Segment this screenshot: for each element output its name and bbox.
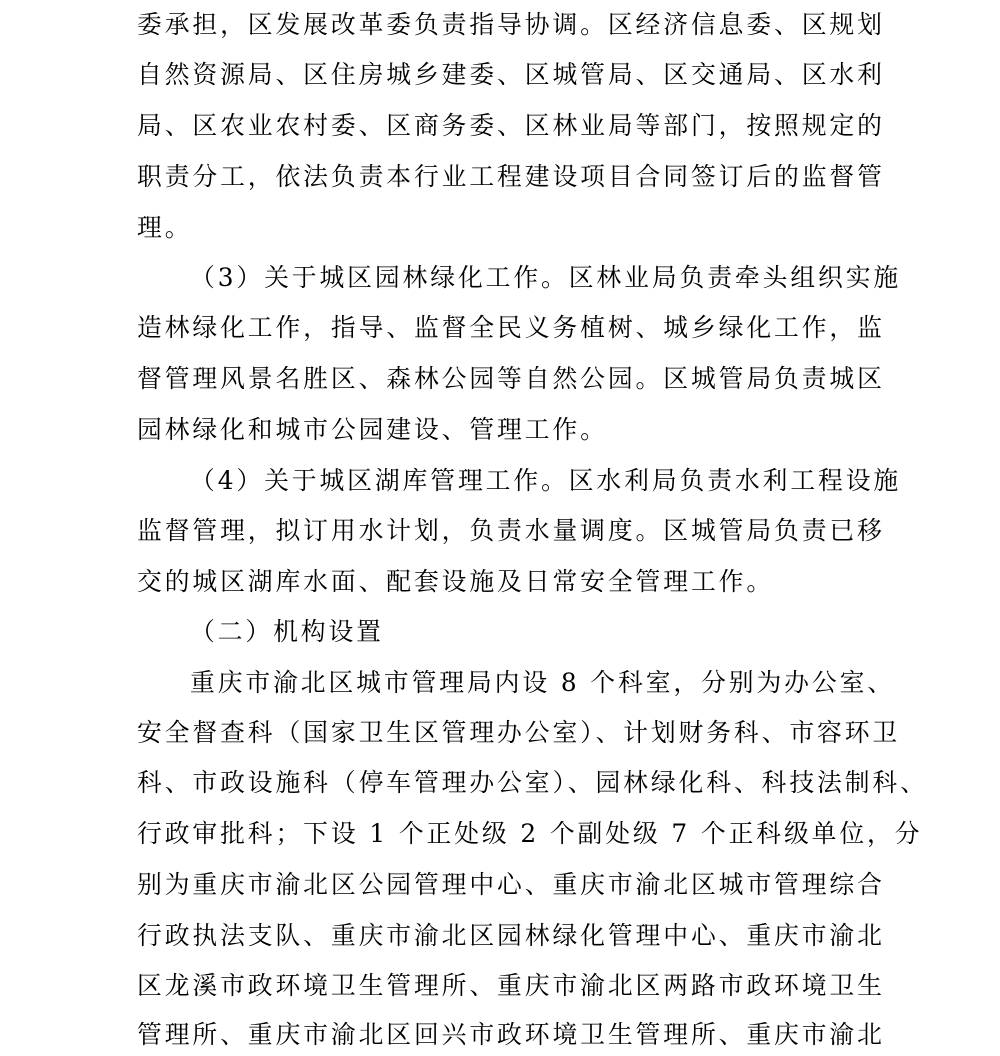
body-text-line: 督管理风景名胜区、森林公园等自然公园。区城管局负责城区	[137, 364, 885, 393]
body-text-line: 行政审批科；下设 1 个正处级 2 个副处级 7 个正科级单位，分	[137, 819, 923, 848]
body-text-line: 局、区农业农村委、区商务委、区林业局等部门，按照规定的	[137, 111, 885, 140]
body-text-line: 职责分工，依法负责本行业工程建设项目合同签订后的监督管	[137, 162, 885, 191]
body-text-line: 行政执法支队、重庆市渝北区园林绿化管理中心、重庆市渝北	[137, 921, 885, 950]
body-text-line: 安全督查科（国家卫生区管理办公室）、计划财务科、市容环卫	[137, 718, 901, 747]
paragraph-first-line: 重庆市渝北区城市管理局内设 8 个科室，分别为办公室、	[190, 668, 895, 697]
paragraph-3-first-line: （3）关于城区园林绿化工作。区林业局负责牵头组织实施	[190, 263, 902, 292]
body-text-line: 造林绿化工作，指导、监督全民义务植树、城乡绿化工作，监	[137, 313, 885, 342]
body-text-line: 理。	[137, 213, 193, 242]
body-text-line: 交的城区湖库水面、配套设施及日常安全管理工作。	[137, 567, 775, 596]
paragraph-4-first-line: （4）关于城区湖库管理工作。区水利局负责水利工程设施	[190, 466, 902, 495]
body-text-line: 监督管理，拟订用水计划，负责水量调度。区城管局负责已移	[137, 516, 885, 545]
section-heading: （二）机构设置	[190, 617, 384, 646]
body-text-line: 管理所、重庆市渝北区回兴市政环境卫生管理所、重庆市渝北	[137, 1020, 885, 1049]
body-text-line: 区龙溪市政环境卫生管理所、重庆市渝北区两路市政环境卫生	[137, 971, 885, 1000]
body-text-line: 园林绿化和城市公园建设、管理工作。	[137, 415, 608, 444]
body-text-line: 别为重庆市渝北区公园管理中心、重庆市渝北区城市管理综合	[137, 870, 885, 899]
body-text-line: 自然资源局、区住房城乡建委、区城管局、区交通局、区水利	[137, 60, 885, 89]
body-text-line: 委承担，区发展改革委负责指导协调。区经济信息委、区规划	[137, 10, 885, 39]
body-text-line: 科、市政设施科（停车管理办公室）、园林绿化科、科技法制科、	[137, 768, 928, 797]
